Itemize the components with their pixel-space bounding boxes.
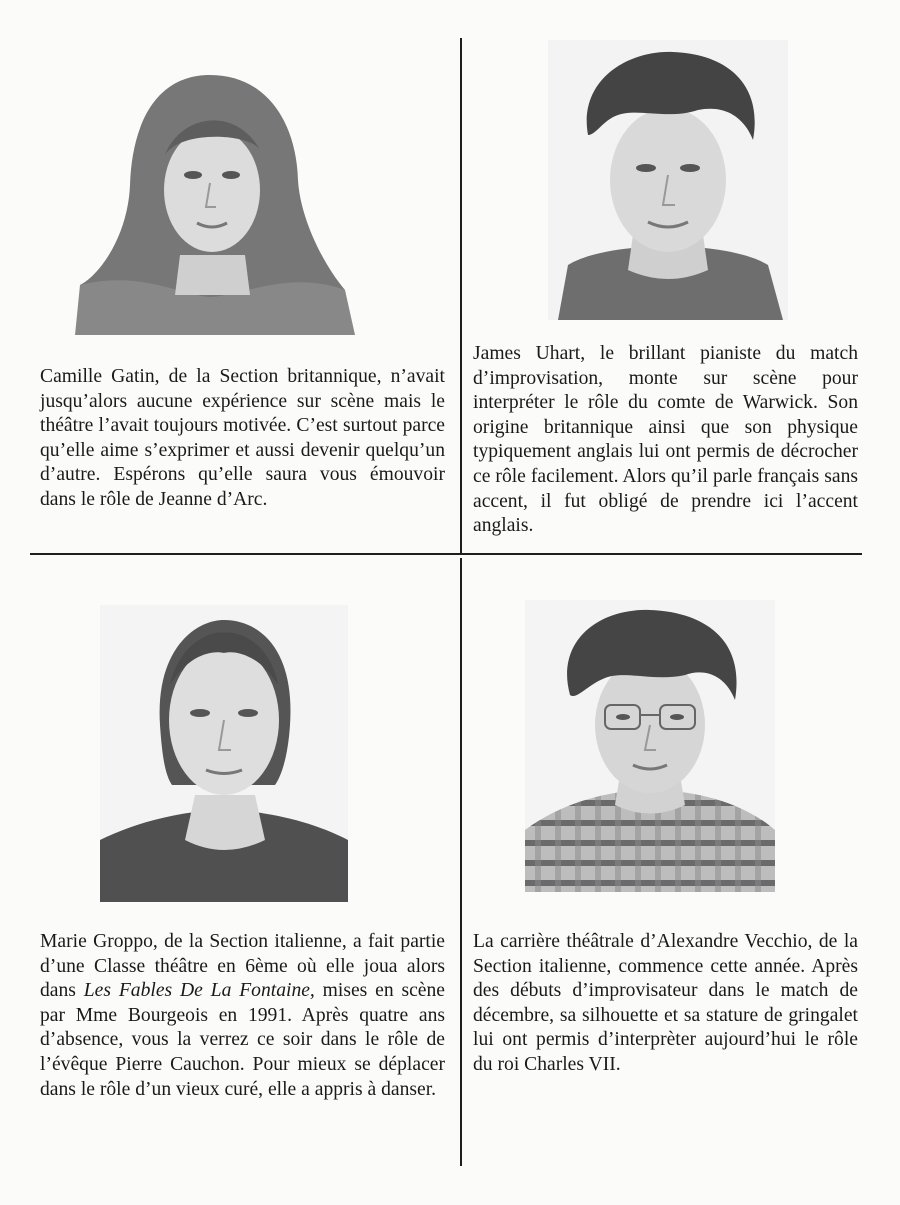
caption-camille-gatin: Camille Gatin, de la Section britannique, n’avait jusqu’alors aucune expérience sur scène mais le théâtre l’avait toujours motivée. C’est surtout parce qu’elle aime s’exprimer et aussi devenir quelqu’un d’autre. Espérons qu’elle saura vous émouvoir dans le rôle de Jeanne d’Arc.: [40, 366, 445, 510]
photo-alexandre-vecchio: [525, 600, 775, 892]
horizontal-divider: [30, 553, 862, 555]
caption-alexandre-vecchio: La carrière théâtrale d’Alexandre Vecchio, de la Section italienne, commence cette année. Après des débuts d’improvisateur dans le match de décembre, sa silhouette et sa stature de gringalet lui ont permis d’interprèter aujourd’hui le rôle du roi Charles VII.: [473, 931, 858, 1075]
vertical-divider-bottom: [460, 558, 462, 1166]
caption-james-uhart: James Uhart, le brillant pianiste du match d’improvisation, monte sur scène pour interpréter le rôle du comte de Warwick. Son origine britannique ainsi que son physique typiquement anglais lui ont permis de décrocher ce rôle facilement. Alors qu’il parle français sans accent, il fut obligé de prendre ici l’accent anglais.: [473, 343, 858, 537]
photo-camille-gatin: [60, 45, 360, 335]
photo-james-uhart: [548, 40, 788, 320]
photo-marie-groppo: [100, 605, 348, 902]
caption-marie-groppo-part1: Marie Groppo, de la Section italienne, a fait partie d’une Classe théâtre en 6ème où elle joua alors dans: [40, 931, 445, 1002]
caption-marie-groppo-part2: mises en scène par Mme Bourgeois en 1991. Après quatre ans d’absence, vous la verrez ce soir dans le rôle de l’évêque Pierre Cauchon. Pour mieux se déplacer dans le rôle d’un vieux curé, elle a appris à danser.: [40, 980, 445, 1100]
caption-marie-groppo: [40, 930, 445, 1102]
caption-marie-groppo-title: Les Fables De La Fontaine,: [83, 980, 315, 1002]
vertical-divider-top: [460, 38, 462, 553]
